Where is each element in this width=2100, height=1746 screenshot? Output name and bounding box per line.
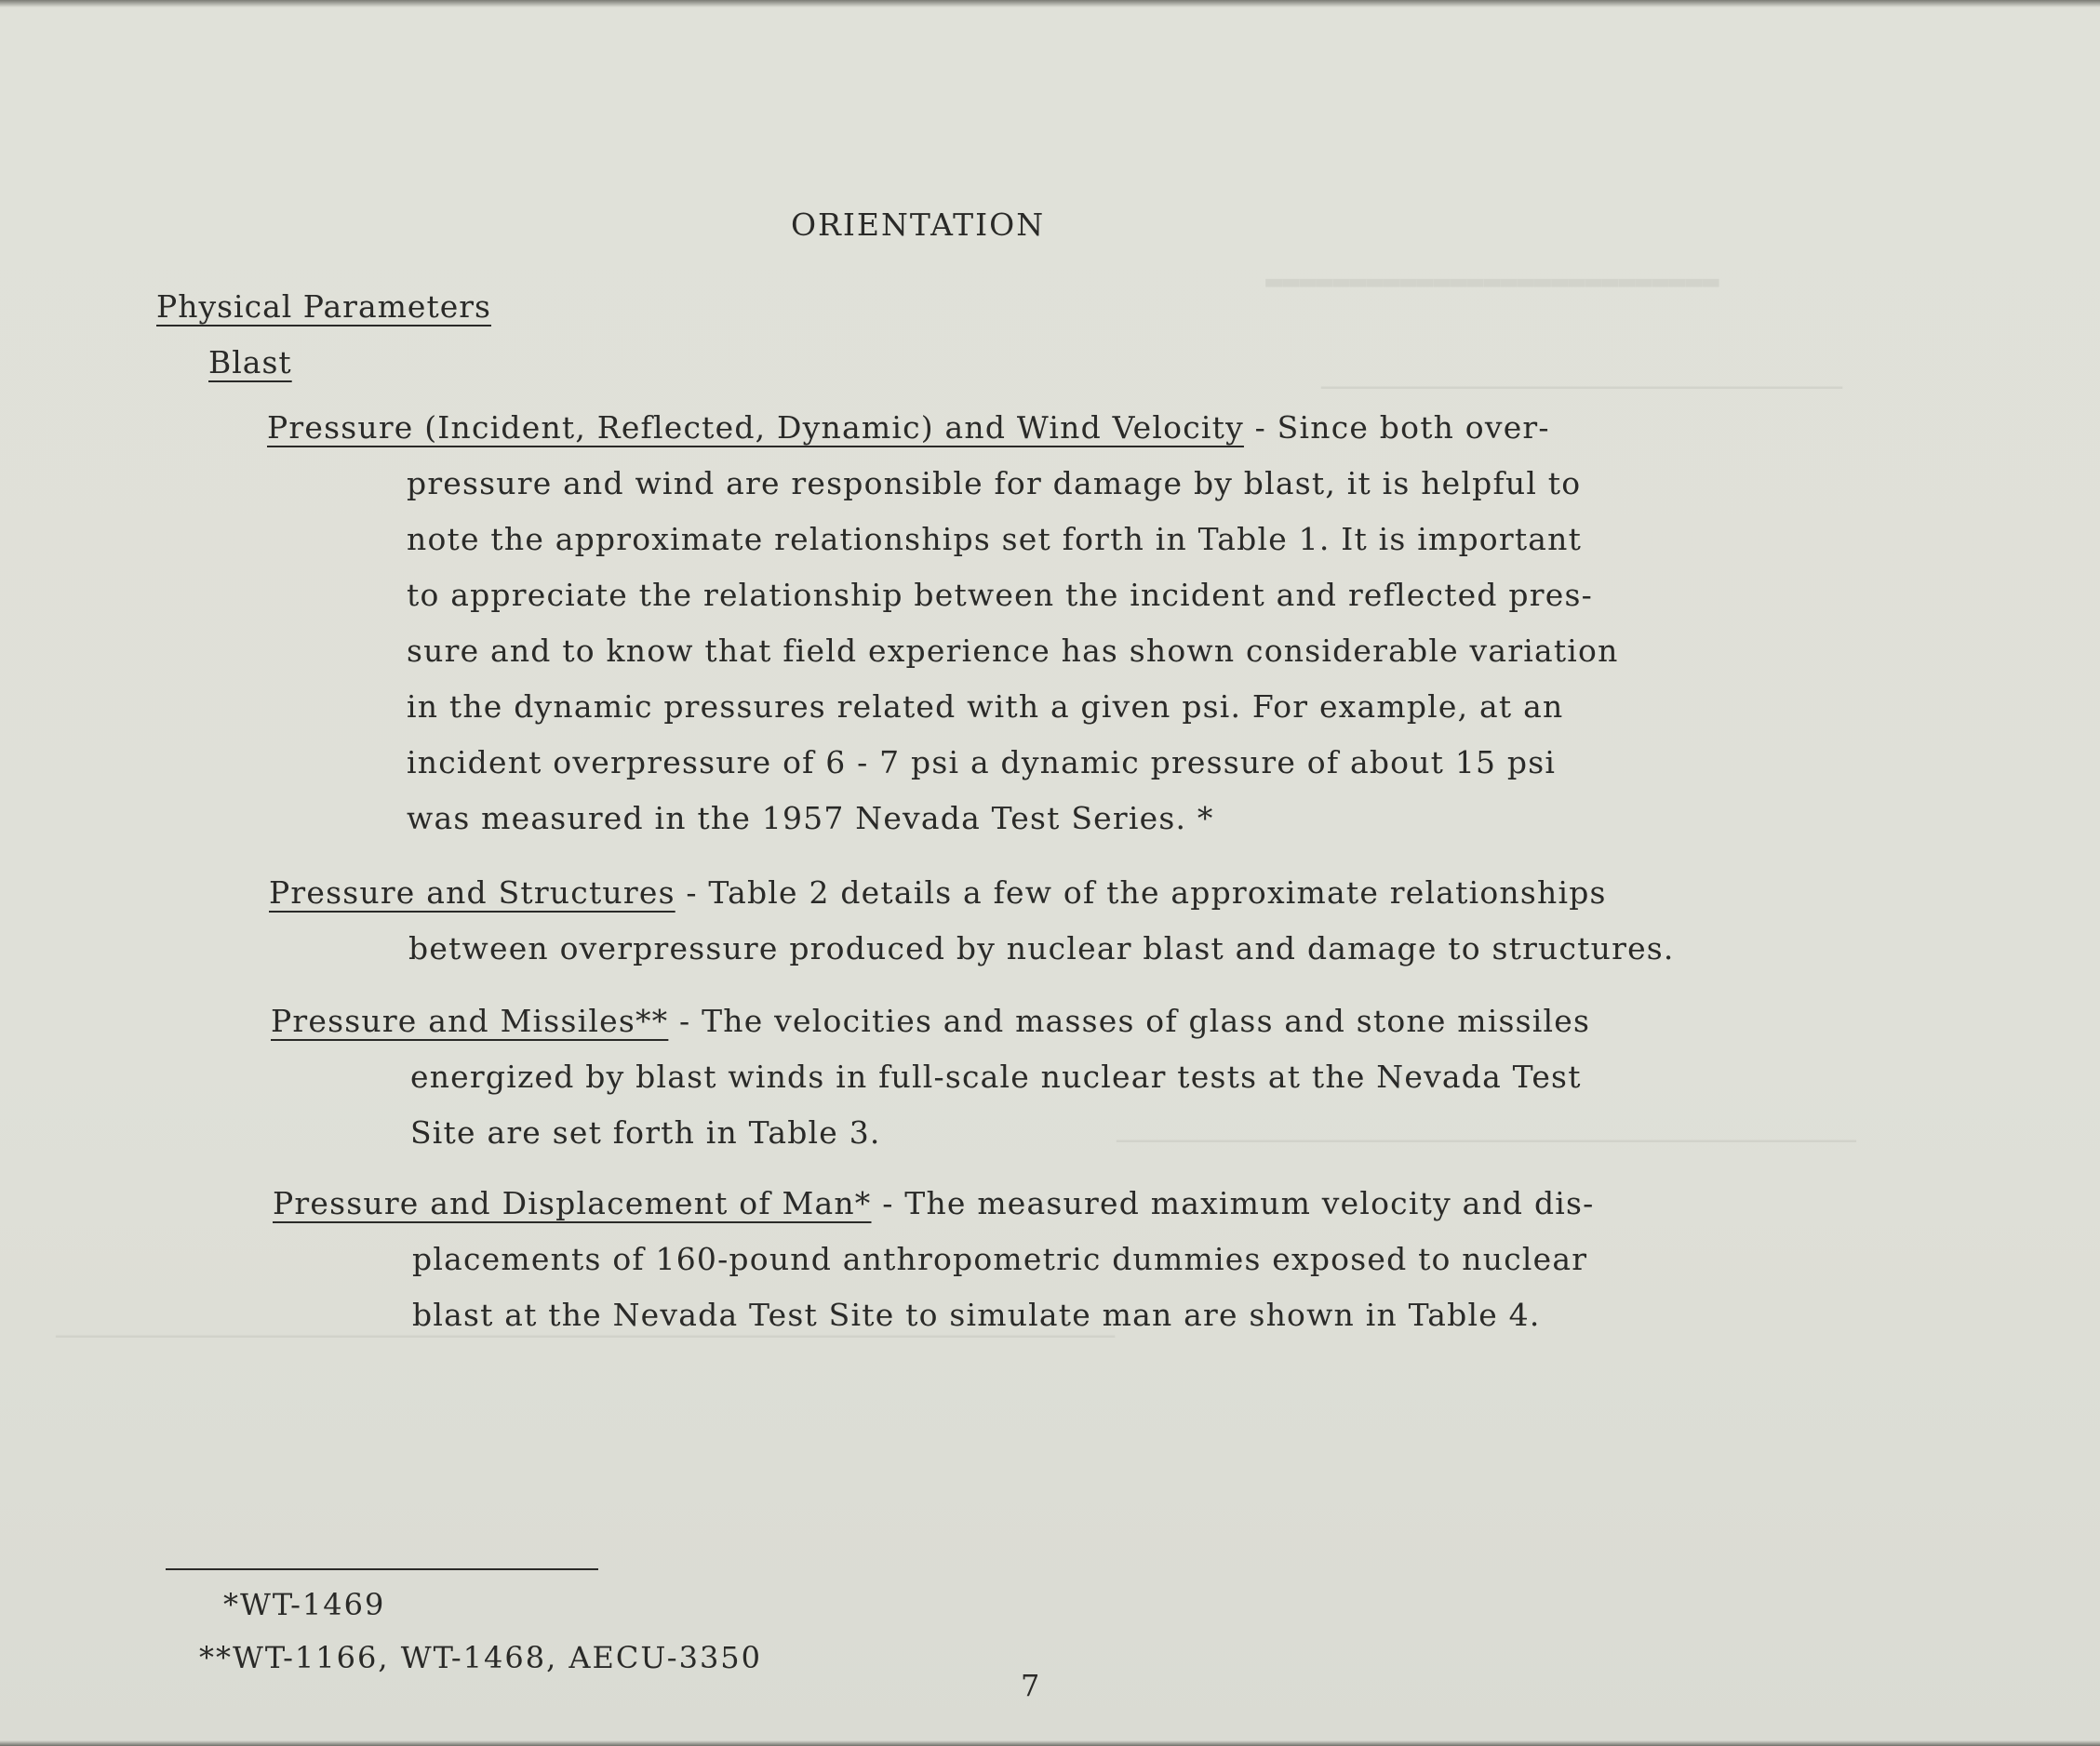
paragraph-text-line: - Table 2 details a few of the approximate relationships	[675, 874, 1607, 911]
paragraph-text-line: energized by blast winds in full-scale nuclear tests at the Nevada Test	[410, 1059, 1582, 1095]
page-number: 7	[1021, 1668, 1040, 1703]
section-heading: Physical Parameters	[156, 288, 491, 325]
bleed-through-shadow: ───────────────────────────────────────────────────────────────	[56, 1321, 1115, 1353]
bleed-through-shadow: ▬▬▬▬▬▬▬▬▬▬▬▬▬▬▬▬▬▬▬▬▬▬▬▬▬▬▬	[1265, 265, 1719, 298]
paragraph-text-line: sure and to know that field experience has shown considerable variation	[407, 633, 1619, 669]
paragraph-heading: Pressure and Missiles**	[271, 1003, 669, 1039]
paragraph-text-line: blast at the Nevada Test Site to simulate man are shown in Table 4.	[412, 1297, 1541, 1333]
paragraph-pressure-structures	[269, 865, 1675, 977]
paragraph-text-line: note the approximate relationships set forth in Table 1. It is important	[407, 521, 1583, 557]
bleed-through-shadow: ────────────────────────────────────────────	[1117, 1126, 1856, 1158]
paragraph-pressure-missiles	[271, 993, 1591, 1161]
paragraph-text-line: between overpressure produced by nuclear blast and damage to structures.	[408, 930, 1675, 966]
paragraph-text-line: - The velocities and masses of glass and stone missiles	[668, 1003, 1591, 1039]
paragraph-heading: Pressure (Incident, Reflected, Dynamic) and Wind Velocity	[267, 409, 1244, 446]
paragraph-text-line: in the dynamic pressures related with a given psi. For example, at an	[407, 688, 1564, 725]
paragraph-text-line: incident overpressure of 6 - 7 psi a dynamic pressure of about 15 psi	[407, 744, 1557, 780]
subsection-heading: Blast	[208, 344, 292, 380]
footnote-2: **WT-1166, WT-1468, AECU-3350	[199, 1640, 763, 1675]
paragraph-heading: Pressure and Structures	[269, 874, 675, 911]
footnote-1: *WT-1469	[223, 1587, 386, 1622]
paragraph-text-line: placements of 160-pound anthropometric dummies exposed to nuclear	[412, 1241, 1588, 1277]
paragraph-pressure-wind-velocity	[267, 400, 1619, 846]
paragraph-text-line: pressure and wind are responsible for damage by blast, it is helpful to	[407, 465, 1582, 501]
page-title: ORIENTATION	[791, 207, 1046, 243]
paragraph-heading: Pressure and Displacement of Man*	[273, 1185, 872, 1221]
paragraph-pressure-displacement-of-man	[273, 1176, 1595, 1343]
footnote-divider	[166, 1568, 598, 1570]
bleed-through-shadow: ───────────────────────────────	[1321, 372, 1842, 405]
page-top-edge	[0, 0, 2100, 7]
paragraph-text-line: was measured in the 1957 Nevada Test Series. *	[407, 800, 1214, 836]
paragraph-text-line: Site are set forth in Table 3.	[410, 1114, 881, 1151]
page-bottom-edge	[0, 1740, 2100, 1746]
paragraph-text-line: - Since both over-	[1243, 409, 1550, 446]
paragraph-text-line: to appreciate the relationship between the incident and reflected pres-	[407, 577, 1593, 613]
paragraph-text-line: - The measured maximum velocity and dis-	[871, 1185, 1595, 1221]
